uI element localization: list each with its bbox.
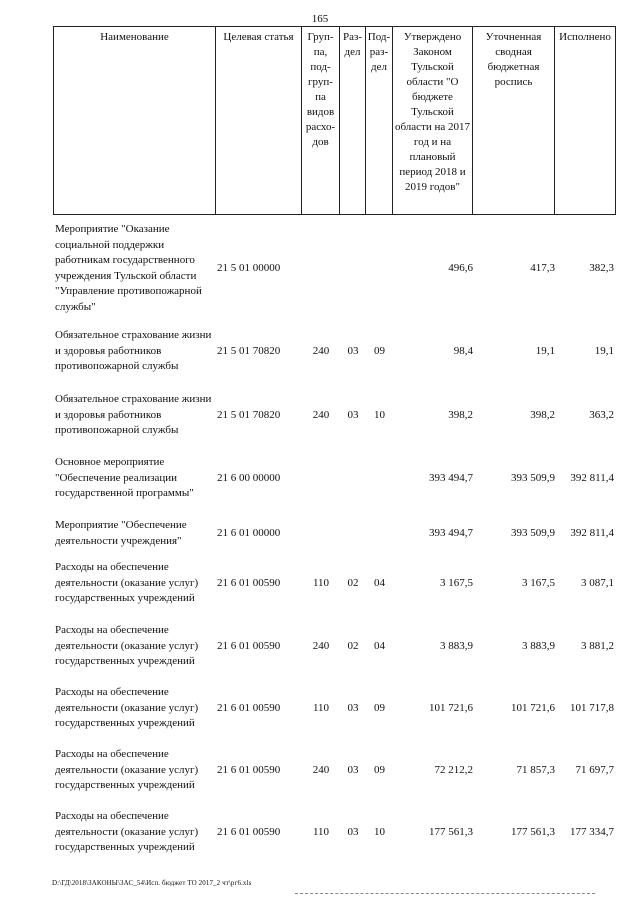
header-executed: Исполнено bbox=[555, 27, 616, 215]
row-group: 110 bbox=[312, 702, 330, 714]
row-group: 240 bbox=[312, 764, 330, 776]
header-section: Раз-дел bbox=[340, 27, 366, 215]
row-executed: 382,3 bbox=[589, 262, 614, 274]
row-code: 21 6 01 00590 bbox=[217, 640, 281, 652]
row-name: Обязательное страхование жизни и здоровья работников противопожарной службы bbox=[55, 393, 212, 436]
row-group: 110 bbox=[312, 577, 330, 589]
row-group: 240 bbox=[312, 409, 330, 421]
row-refined: 417,3 bbox=[530, 262, 555, 274]
row-section: 02 bbox=[347, 640, 359, 652]
row-executed: 101 717,8 bbox=[570, 702, 614, 714]
row-code: 21 6 01 00000 bbox=[217, 527, 281, 539]
row-section: 03 bbox=[347, 409, 359, 421]
row-code: 21 5 01 00000 bbox=[217, 262, 281, 274]
footer-divider bbox=[295, 893, 595, 894]
row-executed: 392 811,4 bbox=[570, 527, 614, 539]
row-refined: 393 509,9 bbox=[511, 472, 555, 484]
row-refined: 177 561,3 bbox=[511, 826, 555, 838]
row-name: Обязательное страхование жизни и здоровья работников противопожарной службы bbox=[55, 329, 212, 372]
row-subsection: 09 bbox=[374, 702, 385, 714]
page-number: 165 bbox=[311, 13, 329, 25]
row-section: 03 bbox=[347, 764, 359, 776]
table-header bbox=[53, 26, 616, 215]
row-approved: 98,4 bbox=[453, 345, 473, 357]
row-name: Мероприятие "Обеспечение деятельности учреждения" bbox=[55, 519, 187, 547]
row-executed: 71 697,7 bbox=[575, 764, 614, 776]
row-group: 110 bbox=[312, 826, 330, 838]
row-refined: 393 509,9 bbox=[511, 527, 555, 539]
row-refined: 398,2 bbox=[530, 409, 555, 421]
row-executed: 3 881,2 bbox=[581, 640, 614, 652]
row-approved: 398,2 bbox=[448, 409, 473, 421]
row-approved: 3 167,5 bbox=[440, 577, 473, 589]
row-approved: 496,6 bbox=[448, 262, 473, 274]
header-approved: Утверждено Законом Тульской области "О бюджете Тульской области на 2017 год и на плановый период 2018 и 2019 годов" bbox=[393, 27, 473, 215]
row-approved: 3 883,9 bbox=[440, 640, 473, 652]
row-section: 03 bbox=[347, 345, 359, 357]
row-subsection: 04 bbox=[374, 577, 385, 589]
row-approved: 393 494,7 bbox=[429, 527, 473, 539]
row-approved: 72 212,2 bbox=[434, 764, 473, 776]
file-path-footer: D:\ГД\2018\ЗАКОНЫ\ЗАС_54\Исп. бюджет ТО 2017_2 чт\рг6.xls bbox=[52, 879, 252, 887]
row-code: 21 6 01 00590 bbox=[217, 764, 281, 776]
row-executed: 3 087,1 bbox=[581, 577, 614, 589]
row-executed: 392 811,4 bbox=[570, 472, 614, 484]
row-executed: 363,2 bbox=[589, 409, 614, 421]
row-executed: 19,1 bbox=[594, 345, 614, 357]
row-section: 03 bbox=[347, 702, 359, 714]
row-name: Расходы на обеспечение деятельности (оказание услуг) государственных учреждений bbox=[55, 810, 199, 853]
row-group: 240 bbox=[312, 640, 330, 652]
header-group: Груп-па, под-груп-па видов расхо-дов bbox=[302, 27, 340, 215]
row-refined: 19,1 bbox=[535, 345, 555, 357]
row-executed: 177 334,7 bbox=[570, 826, 614, 838]
header-refined: Уточненная сводная бюджетная роспись bbox=[473, 27, 555, 215]
row-refined: 3 883,9 bbox=[522, 640, 555, 652]
row-name: Расходы на обеспечение деятельности (оказание услуг) государственных учреждений bbox=[55, 748, 199, 791]
row-code: 21 6 01 00590 bbox=[217, 577, 281, 589]
row-code: 21 6 01 00590 bbox=[217, 826, 281, 838]
row-group: 240 bbox=[312, 345, 330, 357]
row-approved: 101 721,6 bbox=[429, 702, 473, 714]
row-code: 21 6 00 00000 bbox=[217, 472, 281, 484]
row-refined: 71 857,3 bbox=[516, 764, 555, 776]
row-subsection: 10 bbox=[374, 409, 385, 421]
row-subsection: 09 bbox=[374, 345, 385, 357]
header-name: Наименование bbox=[54, 27, 216, 215]
row-approved: 177 561,3 bbox=[429, 826, 473, 838]
row-subsection: 04 bbox=[374, 640, 385, 652]
header-code: Целевая статья bbox=[216, 27, 302, 215]
row-name: Расходы на обеспечение деятельности (оказание услуг) государственных учреждений bbox=[55, 686, 199, 729]
row-name: Мероприятие "Оказание социальной поддержки работникам государственного учреждения Тульской области "Управление противопожарной службы" bbox=[55, 223, 202, 313]
row-subsection: 10 bbox=[374, 826, 385, 838]
row-name: Основное мероприятие "Обеспечение реализации государственной программы" bbox=[55, 456, 194, 499]
row-code: 21 5 01 70820 bbox=[217, 409, 281, 421]
row-section: 03 bbox=[347, 826, 359, 838]
row-refined: 3 167,5 bbox=[522, 577, 555, 589]
row-section: 02 bbox=[347, 577, 359, 589]
row-name: Расходы на обеспечение деятельности (оказание услуг) государственных учреждений bbox=[55, 624, 199, 667]
row-refined: 101 721,6 bbox=[511, 702, 555, 714]
row-code: 21 5 01 70820 bbox=[217, 345, 281, 357]
row-name: Расходы на обеспечение деятельности (оказание услуг) государственных учреждений bbox=[55, 561, 199, 604]
header-subsection: Под-раз-дел bbox=[366, 27, 393, 215]
row-approved: 393 494,7 bbox=[429, 472, 473, 484]
row-subsection: 09 bbox=[374, 764, 385, 776]
row-code: 21 6 01 00590 bbox=[217, 702, 281, 714]
